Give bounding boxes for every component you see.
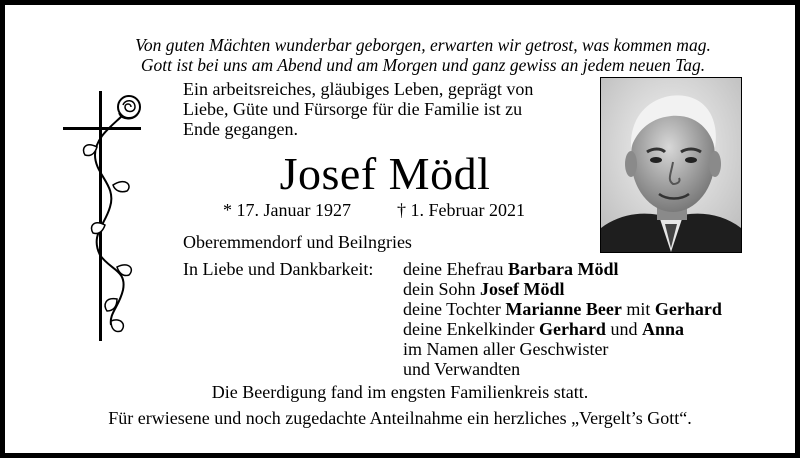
mourner-line [403, 359, 520, 379]
motto-line-1: Von guten Mächten wunderbar geborgen, erwarten wir getrost, was kommen mag. [135, 35, 711, 55]
mourner-text: und [605, 319, 642, 339]
mourner-line [403, 339, 608, 359]
cross-with-rose-icon [55, 85, 175, 345]
portrait-photo [600, 77, 742, 253]
places: Oberemmendorf und Beilngries [183, 232, 412, 252]
mourner-text: deine Ehefrau [403, 259, 508, 279]
mourner-line [403, 319, 684, 339]
intro-line-2: Liebe, Güte und Fürsorge für die Familie ist zu [183, 99, 523, 119]
motto-line-2: Gott ist bei uns am Abend und am Morgen und ganz gewiss an jedem neuen Tag. [140, 55, 706, 75]
birth-date: * 17. Januar 1927 [223, 200, 351, 220]
intro-line-3: Ende gegangen. [183, 119, 298, 139]
mourner-text: dein Sohn [403, 279, 481, 299]
thanks-note: Für erwiesene und noch zugedachte Anteilnahme ein herzliches „Vergelt’s Gott“. [108, 408, 692, 428]
mourner-text: und Verwandten [403, 359, 521, 379]
mourner-name: Marianne Beer [505, 299, 622, 319]
mourner-name: Gerhard [654, 299, 722, 319]
mourner-text: deine Tochter [403, 299, 506, 319]
mourner-text: im Namen aller Geschwister [403, 339, 609, 359]
mourner-name: Josef Mödl [480, 279, 565, 299]
funeral-note: Die Beerdigung fand im engsten Familienkreis statt. [211, 382, 589, 402]
mourner-name: Gerhard [538, 319, 606, 339]
mourner-line [403, 299, 722, 319]
mourner-line [403, 279, 565, 299]
death-date: † 1. Februar 2021 [397, 200, 525, 220]
mourner-text: mit [621, 299, 655, 319]
mourner-name: Barbara Mödl [507, 259, 619, 279]
intro-line-1: Ein arbeitsreiches, gläubiges Leben, geprägt von [183, 79, 534, 99]
family-label: In Liebe und Dankbarkeit: [183, 259, 374, 279]
deceased-name: Josef Mödl [279, 148, 491, 199]
mourner-name: Anna [641, 319, 684, 339]
mourner-line [403, 259, 618, 279]
mourner-text: deine Enkelkinder [403, 319, 539, 339]
